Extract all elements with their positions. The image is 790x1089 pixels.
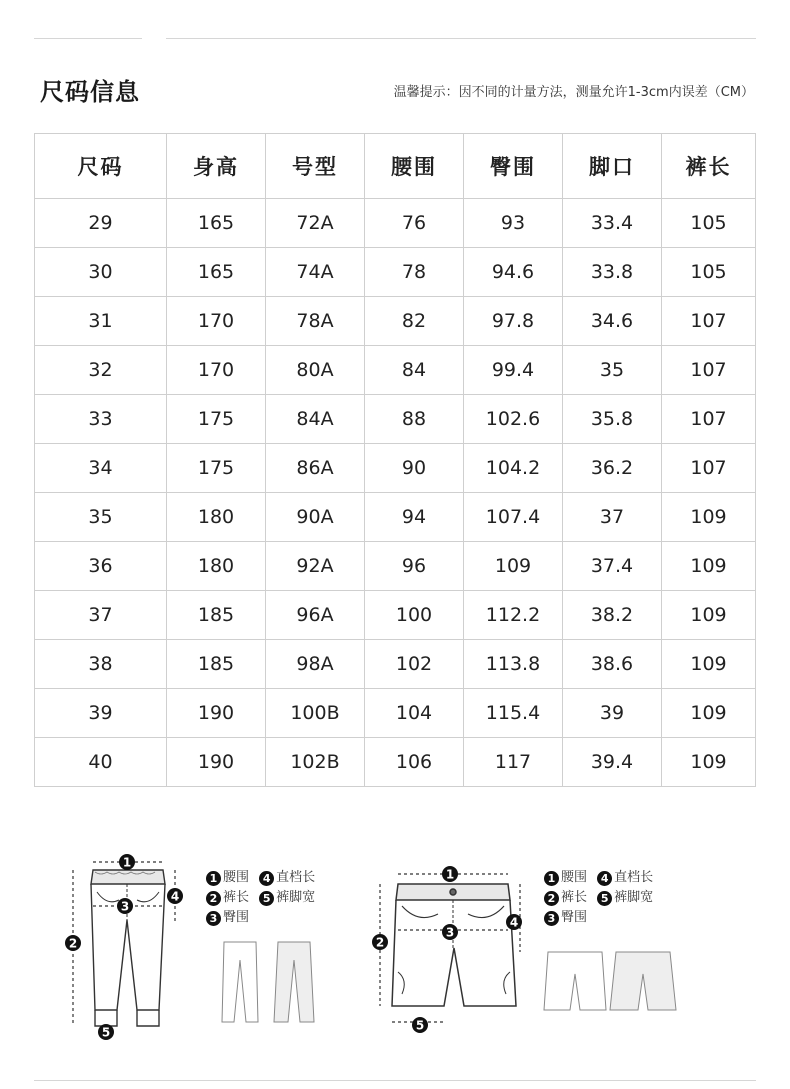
table-cell: 86A bbox=[266, 444, 365, 493]
table-cell: 38.6 bbox=[563, 640, 662, 689]
table-cell: 38 bbox=[35, 640, 167, 689]
column-header: 腰围 bbox=[365, 134, 464, 199]
legend-item: 3 臀围 bbox=[544, 908, 587, 929]
table-cell: 109 bbox=[662, 738, 756, 787]
column-header: 裤长 bbox=[662, 134, 756, 199]
table-cell: 109 bbox=[662, 493, 756, 542]
table-cell: 90A bbox=[266, 493, 365, 542]
table-cell: 107 bbox=[662, 444, 756, 493]
table-cell: 38.2 bbox=[563, 591, 662, 640]
table-cell: 88 bbox=[365, 395, 464, 444]
column-header: 尺码 bbox=[35, 134, 167, 199]
legend-item: 5 裤脚宽 bbox=[597, 888, 653, 909]
table-cell: 180 bbox=[167, 493, 266, 542]
table-cell: 33.8 bbox=[563, 248, 662, 297]
svg-text:4: 4 bbox=[170, 889, 180, 904]
marker-2 bbox=[65, 935, 81, 951]
long-pants-legend bbox=[206, 868, 321, 928]
table-cell: 185 bbox=[167, 640, 266, 689]
legend-item: 2 裤长 bbox=[206, 888, 249, 909]
column-header: 身高 bbox=[167, 134, 266, 199]
table-cell: 33.4 bbox=[563, 199, 662, 248]
svg-text:3: 3 bbox=[120, 899, 130, 914]
table-cell: 113.8 bbox=[464, 640, 563, 689]
table-cell: 37 bbox=[35, 591, 167, 640]
page-title: 尺码信息 bbox=[40, 78, 140, 106]
shorts-legend bbox=[544, 868, 659, 928]
table-cell: 82 bbox=[365, 297, 464, 346]
table-cell: 190 bbox=[167, 689, 266, 738]
table-cell: 107 bbox=[662, 395, 756, 444]
table-cell: 185 bbox=[167, 591, 266, 640]
table-cell: 94 bbox=[365, 493, 464, 542]
table-row bbox=[35, 248, 756, 297]
column-header: 臀围 bbox=[464, 134, 563, 199]
table-cell: 31 bbox=[35, 297, 167, 346]
table-cell: 106 bbox=[365, 738, 464, 787]
table-cell: 96 bbox=[365, 542, 464, 591]
table-cell: 94.6 bbox=[464, 248, 563, 297]
table-cell: 175 bbox=[167, 444, 266, 493]
table-cell: 90 bbox=[365, 444, 464, 493]
legend-item: 5 裤脚宽 bbox=[259, 888, 315, 909]
table-cell: 32 bbox=[35, 346, 167, 395]
table-cell: 170 bbox=[167, 297, 266, 346]
table-cell: 102.6 bbox=[464, 395, 563, 444]
table-cell: 76 bbox=[365, 199, 464, 248]
table-cell: 35 bbox=[35, 493, 167, 542]
shorts-illustration bbox=[392, 884, 519, 1006]
table-cell: 78 bbox=[365, 248, 464, 297]
shorts-thumbnails bbox=[540, 944, 680, 1020]
legend-item: 4 直档长 bbox=[259, 868, 315, 889]
table-cell: 80A bbox=[266, 346, 365, 395]
table-cell: 109 bbox=[662, 689, 756, 738]
bottom-divider bbox=[34, 1080, 756, 1081]
table-cell: 34.6 bbox=[563, 297, 662, 346]
table-cell: 72A bbox=[266, 199, 365, 248]
table-cell: 84A bbox=[266, 395, 365, 444]
table-cell: 190 bbox=[167, 738, 266, 787]
table-header-row bbox=[35, 134, 756, 199]
table-cell: 37.4 bbox=[563, 542, 662, 591]
table-cell: 104.2 bbox=[464, 444, 563, 493]
marker-3 bbox=[117, 898, 133, 914]
legend-item: 3 臀围 bbox=[206, 908, 249, 929]
table-cell: 109 bbox=[662, 591, 756, 640]
table-cell: 105 bbox=[662, 248, 756, 297]
size-table bbox=[34, 133, 756, 787]
marker-4 bbox=[506, 914, 522, 930]
table-cell: 39.4 bbox=[563, 738, 662, 787]
legend-item: 4 直档长 bbox=[597, 868, 653, 889]
table-cell: 40 bbox=[35, 738, 167, 787]
table-cell: 165 bbox=[167, 199, 266, 248]
table-cell: 74A bbox=[266, 248, 365, 297]
top-divider-right bbox=[166, 38, 756, 39]
table-cell: 30 bbox=[35, 248, 167, 297]
table-cell: 29 bbox=[35, 199, 167, 248]
table-cell: 109 bbox=[464, 542, 563, 591]
svg-text:4: 4 bbox=[509, 915, 519, 930]
table-cell: 180 bbox=[167, 542, 266, 591]
table-cell: 105 bbox=[662, 199, 756, 248]
table-row bbox=[35, 738, 756, 787]
table-cell: 107 bbox=[662, 346, 756, 395]
table-cell: 39 bbox=[35, 689, 167, 738]
table-cell: 96A bbox=[266, 591, 365, 640]
column-header: 号型 bbox=[266, 134, 365, 199]
legend-item: 1 腰围 bbox=[544, 868, 587, 889]
marker-2 bbox=[372, 934, 388, 950]
table-row bbox=[35, 395, 756, 444]
table-cell: 102 bbox=[365, 640, 464, 689]
legend-item: 2 裤长 bbox=[544, 888, 587, 909]
marker-5 bbox=[412, 1017, 428, 1033]
long-pants-diagram bbox=[55, 848, 195, 1043]
table-row bbox=[35, 297, 756, 346]
svg-text:5: 5 bbox=[101, 1025, 111, 1040]
legend-item: 1 腰围 bbox=[206, 868, 249, 889]
table-row bbox=[35, 542, 756, 591]
marker-1 bbox=[442, 866, 458, 882]
table-cell: 92A bbox=[266, 542, 365, 591]
table-row bbox=[35, 346, 756, 395]
marker-4 bbox=[167, 888, 183, 904]
table-cell: 107 bbox=[662, 297, 756, 346]
table-cell: 109 bbox=[662, 542, 756, 591]
marker-3 bbox=[442, 924, 458, 940]
table-cell: 35 bbox=[563, 346, 662, 395]
top-divider-left bbox=[34, 38, 142, 39]
table-cell: 36.2 bbox=[563, 444, 662, 493]
svg-text:2: 2 bbox=[68, 936, 78, 951]
measurement-tip: 温馨提示：因不同的计量方法，测量允许1-3cm内误差（CM） bbox=[393, 85, 754, 100]
table-cell: 37 bbox=[563, 493, 662, 542]
long-pants-illustration bbox=[91, 870, 165, 1026]
table-row bbox=[35, 640, 756, 689]
svg-text:3: 3 bbox=[445, 925, 455, 940]
table-row bbox=[35, 493, 756, 542]
column-header: 脚口 bbox=[563, 134, 662, 199]
table-cell: 170 bbox=[167, 346, 266, 395]
table-cell: 39 bbox=[563, 689, 662, 738]
table-cell: 33 bbox=[35, 395, 167, 444]
table-cell: 107.4 bbox=[464, 493, 563, 542]
table-cell: 100 bbox=[365, 591, 464, 640]
svg-text:1: 1 bbox=[445, 867, 455, 882]
table-row bbox=[35, 199, 756, 248]
table-row bbox=[35, 591, 756, 640]
table-cell: 117 bbox=[464, 738, 563, 787]
table-row bbox=[35, 689, 756, 738]
table-cell: 109 bbox=[662, 640, 756, 689]
table-cell: 104 bbox=[365, 689, 464, 738]
table-cell: 84 bbox=[365, 346, 464, 395]
table-cell: 36 bbox=[35, 542, 167, 591]
table-cell: 165 bbox=[167, 248, 266, 297]
table-cell: 99.4 bbox=[464, 346, 563, 395]
marker-5 bbox=[98, 1024, 114, 1040]
long-pants-thumbnails bbox=[216, 936, 326, 1028]
table-row bbox=[35, 444, 756, 493]
svg-text:2: 2 bbox=[375, 935, 385, 950]
svg-text:1: 1 bbox=[122, 855, 132, 870]
table-cell: 34 bbox=[35, 444, 167, 493]
table-cell: 98A bbox=[266, 640, 365, 689]
table-cell: 112.2 bbox=[464, 591, 563, 640]
table-cell: 35.8 bbox=[563, 395, 662, 444]
table-cell: 175 bbox=[167, 395, 266, 444]
table-cell: 78A bbox=[266, 297, 365, 346]
table-cell: 93 bbox=[464, 199, 563, 248]
table-cell: 97.8 bbox=[464, 297, 563, 346]
shorts-diagram bbox=[368, 862, 533, 1042]
svg-text:5: 5 bbox=[415, 1018, 425, 1033]
table-cell: 100B bbox=[266, 689, 365, 738]
marker-1 bbox=[119, 854, 135, 870]
table-cell: 115.4 bbox=[464, 689, 563, 738]
table-cell: 102B bbox=[266, 738, 365, 787]
